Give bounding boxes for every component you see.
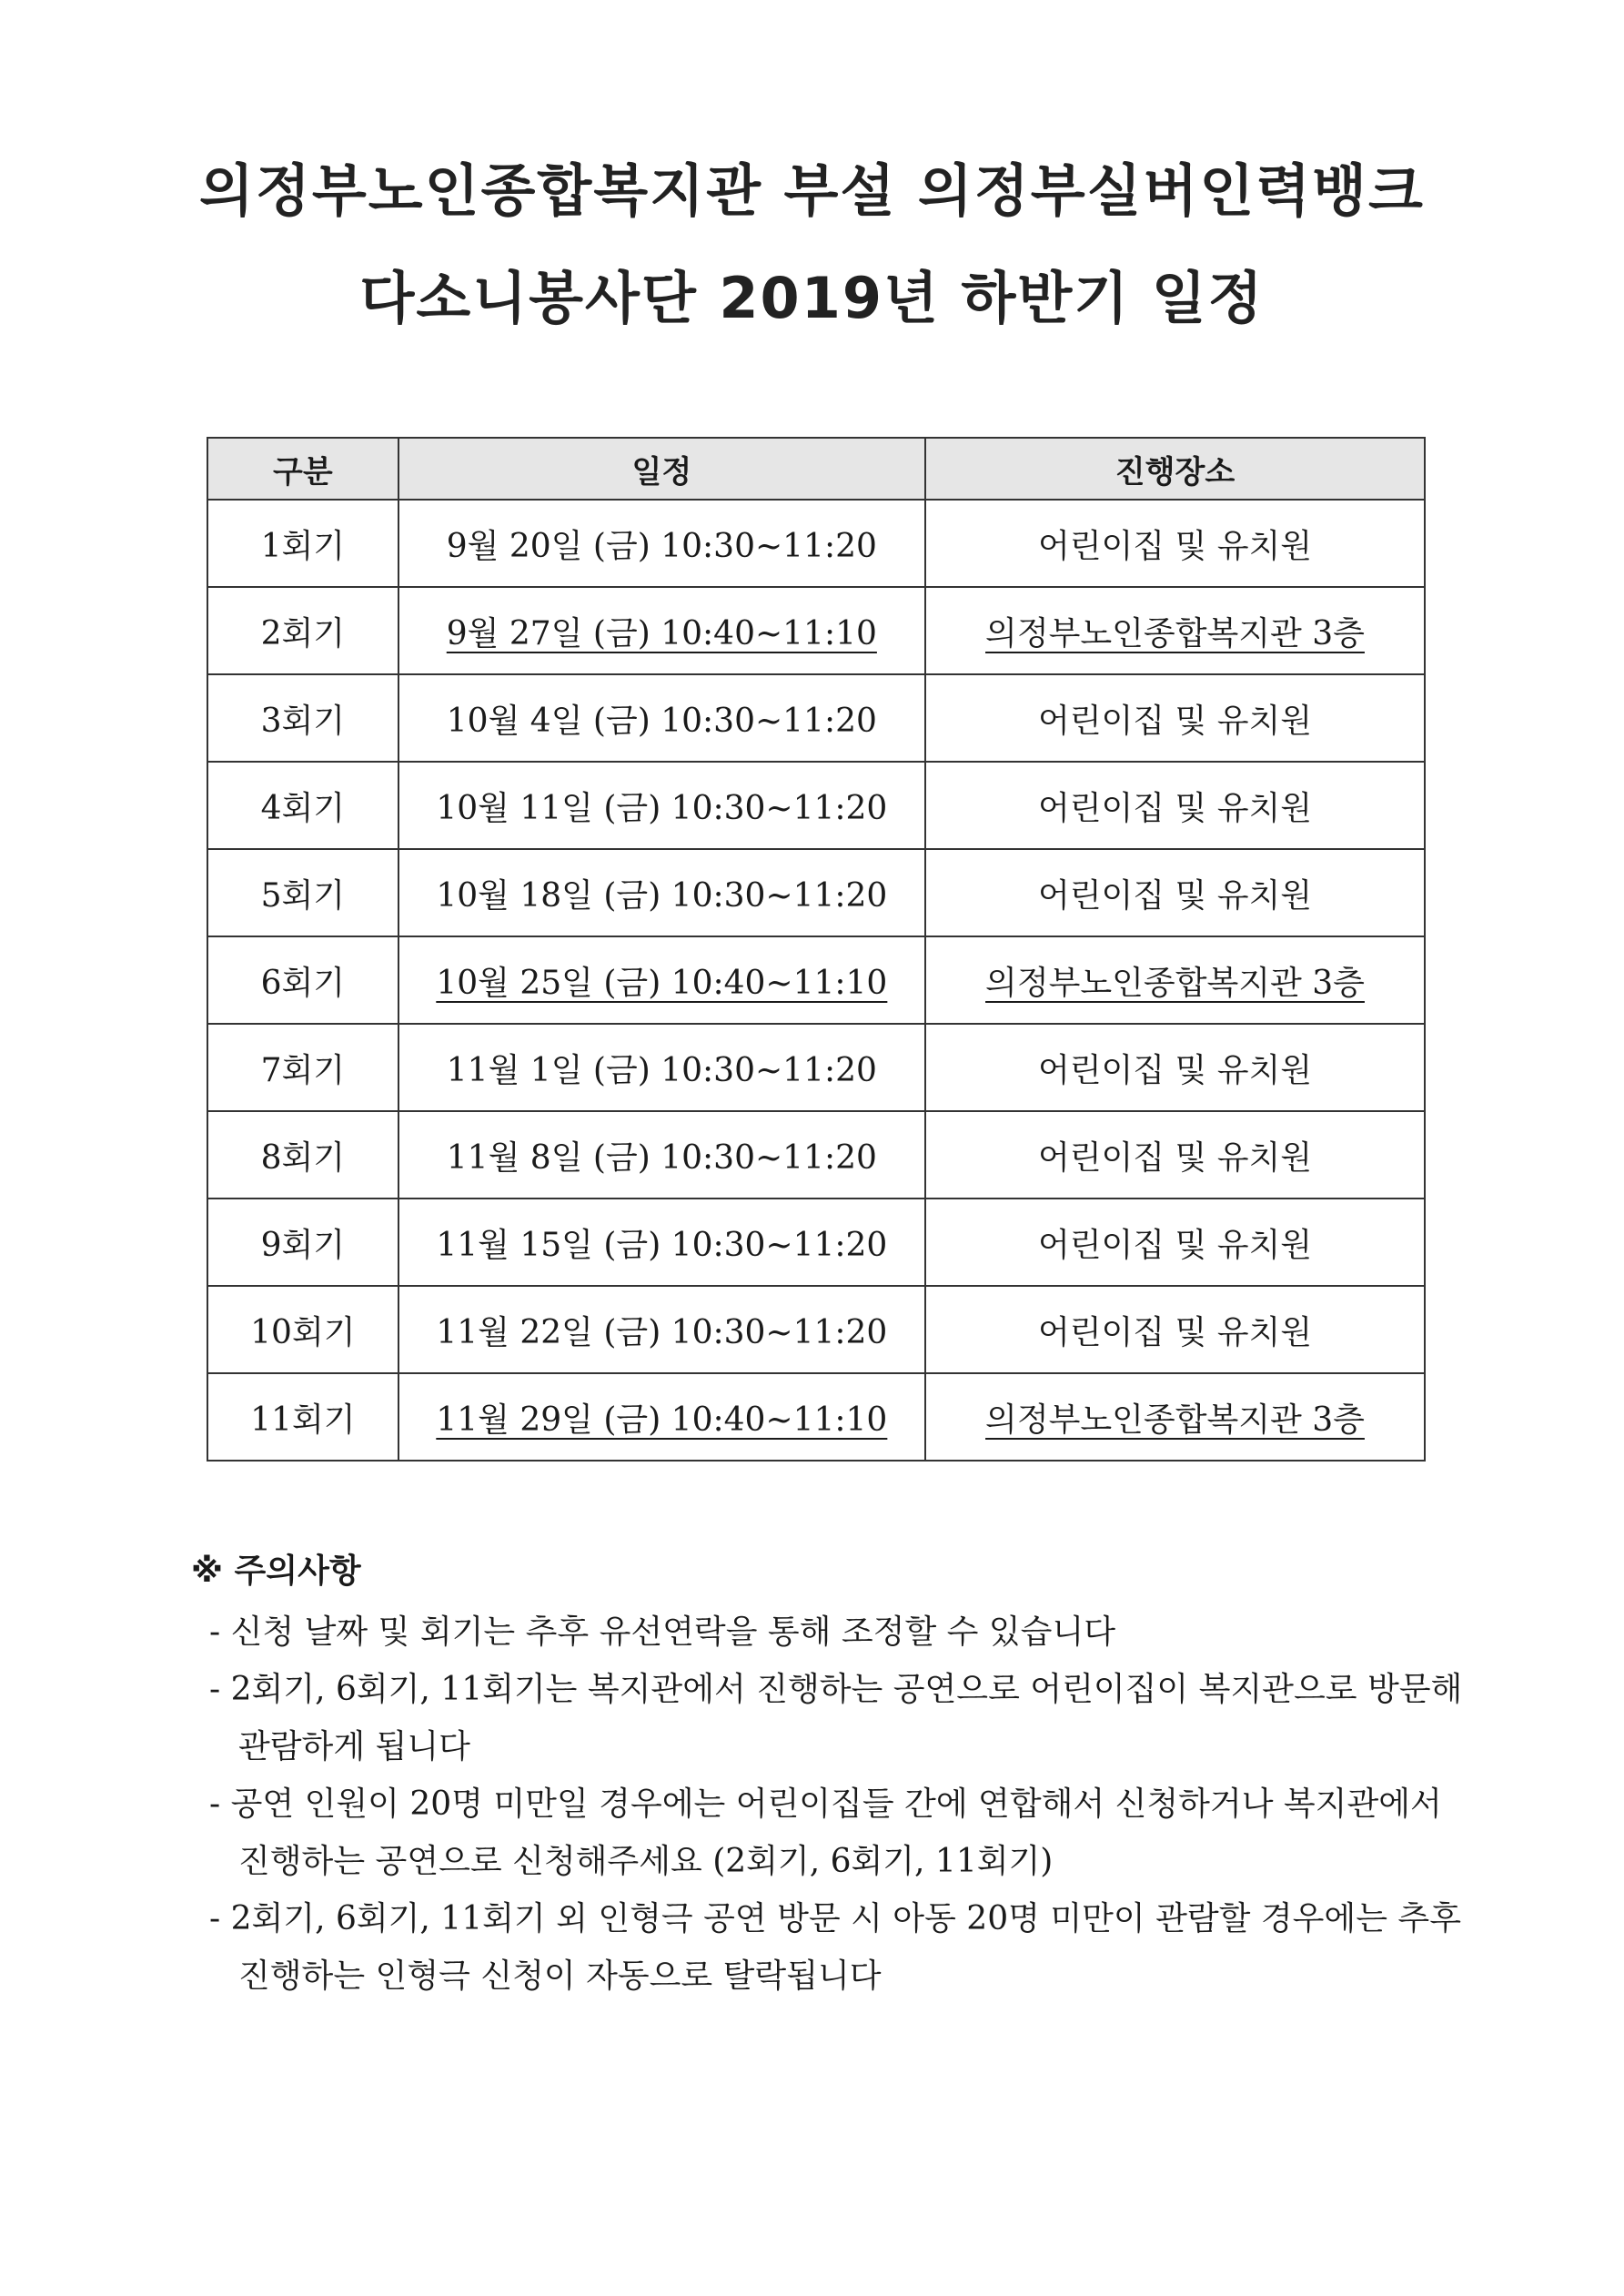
note-item: - 2회기, 6회기, 11회기 외 인형극 공연 방문 시 아동 20명 미만이 관람할 경우에는 추후 진행하는 인형극 신청이 자동으로 탈락됩니다 [209, 1900, 1461, 1995]
schedule-cell-text: 11월 22일 (금) 10:30~11:20 [436, 1313, 888, 1351]
schedule-cell [398, 1111, 925, 1199]
session-cell [207, 1373, 398, 1461]
schedule-cell-text: 10월 25일 (금) 10:40~11:10 [436, 964, 888, 1002]
session-cell [207, 762, 398, 849]
place-cell [925, 762, 1425, 849]
document-title-line-2: 다소니봉사단 2019년 하반기 일정 [359, 265, 1265, 331]
schedule-cell [398, 849, 925, 936]
table-header-row [207, 438, 1425, 500]
schedule-cell-text: 9월 27일 (금) 10:40~11:10 [446, 614, 877, 652]
schedule-cell-text: 10월 11일 (금) 10:30~11:20 [436, 789, 888, 827]
place-cell-text: 어린이집 및 유치원 [1037, 789, 1313, 827]
place-cell-text: 어린이집 및 유치원 [1037, 876, 1313, 915]
place-cell-text: 어린이집 및 유치원 [1037, 1313, 1313, 1351]
place-cell-text: 어린이집 및 유치원 [1037, 702, 1313, 740]
session-cell-text: 5회기 [260, 876, 346, 915]
session-cell-text: 1회기 [260, 527, 346, 565]
session-cell-text: 10회기 [250, 1313, 356, 1351]
session-cell [207, 1286, 398, 1373]
table-row [207, 1111, 1425, 1199]
place-cell [925, 1199, 1425, 1286]
place-cell-text: 어린이집 및 유치원 [1037, 1138, 1313, 1177]
place-cell [925, 1373, 1425, 1461]
schedule-table [207, 437, 1426, 1462]
table-row [207, 1199, 1425, 1286]
table-row [207, 500, 1425, 587]
session-cell-text: 8회기 [260, 1138, 346, 1177]
session-cell-text: 6회기 [260, 964, 346, 1002]
notes-section [191, 1542, 1465, 2005]
table-row [207, 936, 1425, 1024]
schedule-cell [398, 1373, 925, 1461]
note-item: - 신청 날짜 및 회기는 추후 유선연락을 통해 조정할 수 있습니다 [209, 1613, 1115, 1651]
schedule-cell-text: 11월 15일 (금) 10:30~11:20 [436, 1226, 888, 1264]
session-cell [207, 500, 398, 587]
place-cell [925, 1286, 1425, 1373]
session-cell-text: 3회기 [260, 702, 346, 740]
note-item: - 공연 인원이 20명 미만일 경우에는 어린이집들 간에 연합해서 신청하거나 복지관에서 진행하는 공연으로 신청해주세요 (2회기, 6회기, 11회기) [209, 1785, 1442, 1880]
session-cell-text: 9회기 [260, 1226, 346, 1264]
header-session: 구분 [207, 438, 398, 500]
place-cell-text: 어린이집 및 유치원 [1037, 1051, 1313, 1089]
note-item: - 2회기, 6회기, 11회기는 복지관에서 진행하는 공연으로 어린이집이 복지관으로 방문해 관람하게 됩니다 [209, 1671, 1463, 1765]
session-cell [207, 674, 398, 762]
schedule-cell-text: 10월 4일 (금) 10:30~11:20 [446, 702, 877, 740]
schedule-cell-text: 11월 29일 (금) 10:40~11:10 [436, 1401, 888, 1439]
schedule-cell [398, 1199, 925, 1286]
place-cell [925, 674, 1425, 762]
schedule-cell [398, 674, 925, 762]
place-cell [925, 1111, 1425, 1199]
table-row [207, 1373, 1425, 1461]
place-cell-text: 어린이집 및 유치원 [1037, 1226, 1313, 1264]
session-cell [207, 1111, 398, 1199]
place-cell [925, 1024, 1425, 1111]
table-row [207, 1286, 1425, 1373]
schedule-cell-text: 11월 8일 (금) 10:30~11:20 [446, 1138, 877, 1177]
place-cell-text: 의정부노인종합복지관 3층 [985, 614, 1365, 652]
table-row [207, 762, 1425, 849]
header-place: 진행장소 [925, 438, 1425, 500]
session-cell [207, 936, 398, 1024]
session-cell-text: 4회기 [260, 789, 346, 827]
schedule-cell [398, 936, 925, 1024]
place-cell-text: 어린이집 및 유치원 [1037, 527, 1313, 565]
table-row [207, 587, 1425, 674]
schedule-cell [398, 500, 925, 587]
session-cell [207, 1024, 398, 1111]
schedule-cell-text: 10월 18일 (금) 10:30~11:20 [436, 876, 888, 915]
notes-heading: ※ 주의사항 [191, 1553, 361, 1590]
session-cell-text: 11회기 [250, 1401, 356, 1439]
header-schedule: 일정 [398, 438, 925, 500]
schedule-cell [398, 762, 925, 849]
place-cell-text: 의정부노인종합복지관 3층 [985, 964, 1365, 1002]
document-title-line-1: 의정부노인종합복지관 부설 의정부실버인력뱅크 [199, 157, 1425, 224]
table-body [207, 500, 1425, 1461]
schedule-cell [398, 587, 925, 674]
place-cell-text: 의정부노인종합복지관 3층 [985, 1401, 1365, 1439]
place-cell [925, 500, 1425, 587]
place-cell [925, 587, 1425, 674]
session-cell [207, 1199, 398, 1286]
session-cell [207, 587, 398, 674]
place-cell [925, 849, 1425, 936]
session-cell-text: 2회기 [260, 614, 346, 652]
schedule-cell [398, 1286, 925, 1373]
session-cell [207, 849, 398, 936]
table-row [207, 1024, 1425, 1111]
schedule-cell-text: 9월 20일 (금) 10:30~11:20 [446, 527, 877, 565]
table-row [207, 849, 1425, 936]
table-row [207, 674, 1425, 762]
session-cell-text: 7회기 [260, 1051, 346, 1089]
schedule-cell [398, 1024, 925, 1111]
schedule-cell-text: 11월 1일 (금) 10:30~11:20 [446, 1051, 877, 1089]
place-cell [925, 936, 1425, 1024]
